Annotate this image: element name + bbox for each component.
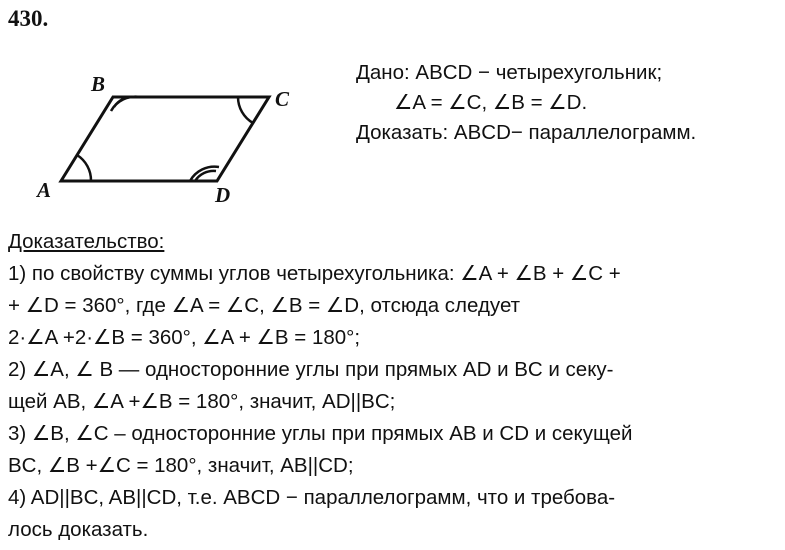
proof-line: + ∠D = 360°, где ∠A = ∠C, ∠B = ∠D, отсюда следует	[8, 294, 521, 317]
proof-line: лось доказать.	[8, 518, 149, 541]
parallelogram-diagram	[25, 68, 315, 208]
vertex-label-b: B	[91, 72, 106, 96]
given-block	[356, 58, 696, 148]
vertex-label-c: C	[275, 87, 290, 111]
proof-line: 3) ∠B, ∠C – односторонние углы при прямых AB и CD и секущей	[8, 422, 633, 445]
given-line-3: Доказать: ABCD− параллелограмм.	[356, 121, 697, 144]
proof-line: 4) AD||BC, AB||CD, т.е. ABCD − параллелограмм, что и требова-	[8, 486, 616, 509]
proof-line: щей AB, ∠A +∠B = 180°, значит, AD||BC;	[8, 390, 396, 413]
proof-line: BC, ∠B +∠C = 180°, значит, AB||CD;	[8, 454, 354, 477]
given-line-2: ∠A = ∠C, ∠B = ∠D.	[394, 91, 588, 114]
parallelogram-shape	[61, 97, 269, 181]
vertex-label-d: D	[215, 183, 231, 207]
angle-c-arc	[238, 97, 253, 123]
proof-block	[8, 226, 778, 546]
problem-number: 430.	[8, 6, 49, 31]
proof-line: 1) по свойству суммы углов четырехугольника: ∠A + ∠B + ∠C +	[8, 262, 621, 285]
angle-a-arc	[77, 155, 91, 181]
proof-title: Доказательство:	[8, 230, 165, 253]
vertex-label-a: A	[37, 178, 52, 202]
parallelogram-figure	[25, 68, 315, 208]
proof-line: 2·∠A +2·∠B = 360°, ∠A + ∠B = 180°;	[8, 326, 361, 349]
proof-line: 2) ∠A, ∠ B — односторонние углы при прямых AD и BC и секу-	[8, 358, 614, 381]
given-line-1: Дано: ABCD − четырехугольник;	[356, 61, 663, 84]
